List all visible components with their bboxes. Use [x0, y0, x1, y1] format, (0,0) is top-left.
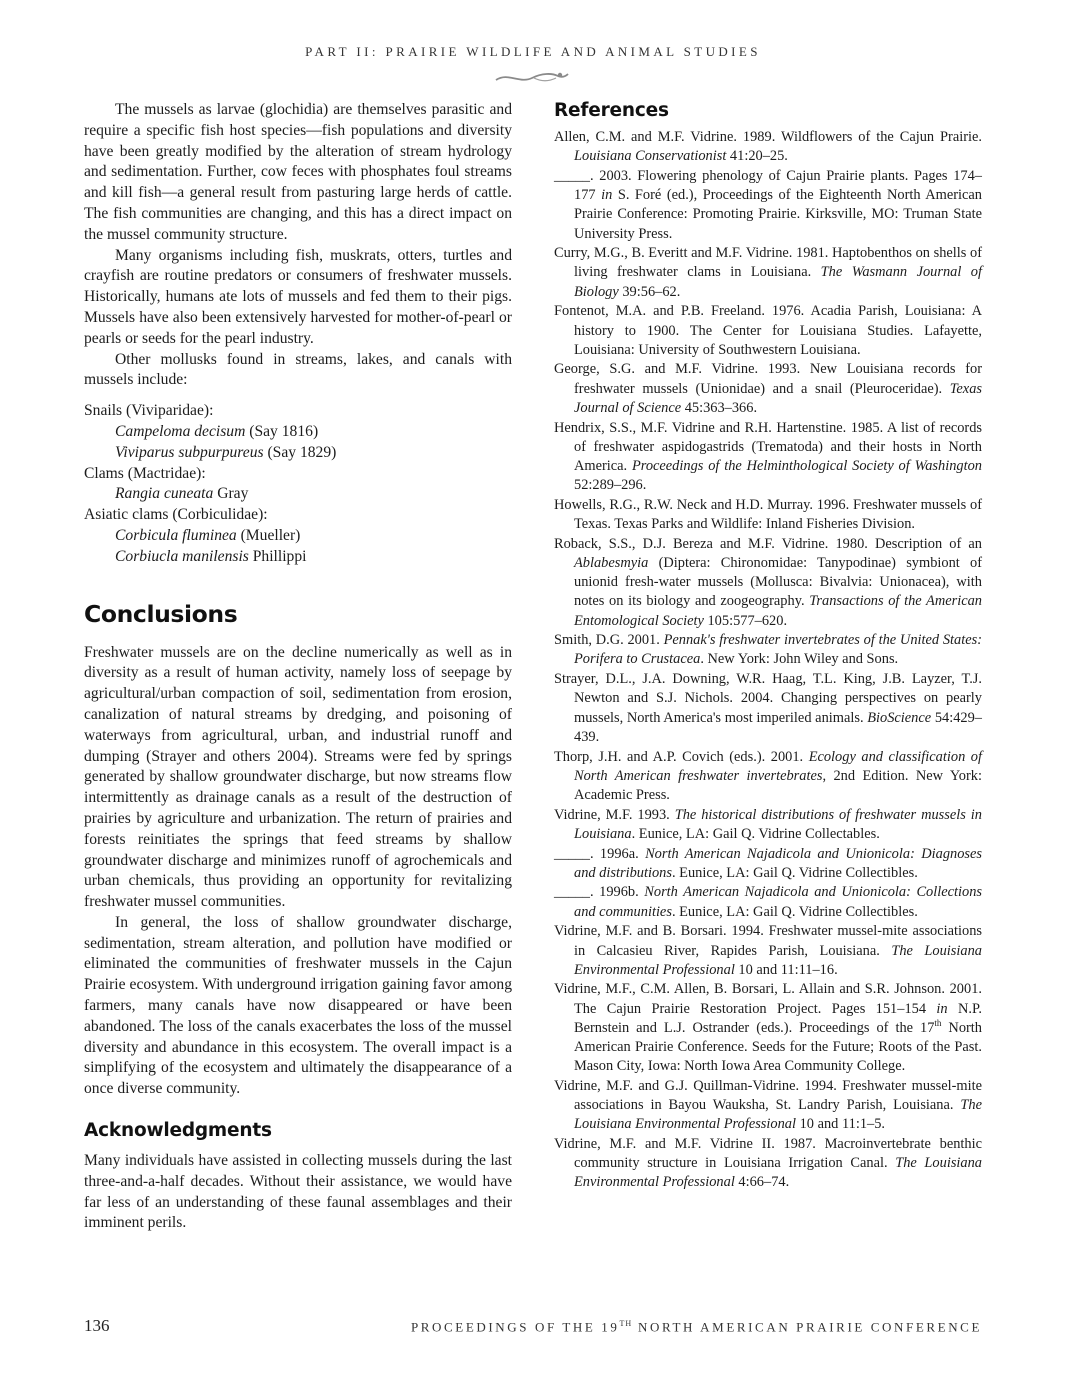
species-author: (Mueller)	[236, 526, 301, 544]
family-label: Clams (Mactridae):	[84, 464, 206, 482]
ref-text: Vidrine, M.F. and M.F. Vidrine II. 1987. Macroinvertebrate benthic community structure in Louisiana Irrigation Canal.	[554, 1136, 982, 1172]
reference-entry	[554, 167, 982, 244]
ref-text: Vidrine, M.F., C.M. Allen, B. Borsari, L. Allain and S.R. Johnson. 2001. The Cajun Prairie Restoration Project. Pages 151–154	[554, 981, 982, 1017]
ref-text: S. Foré (ed.), Proceedings of the Eighteenth North American Prairie Conference: Promoting Prairie. Kirksville, MO: Truman State University Press.	[574, 187, 983, 242]
ref-source: Louisiana Conservationist	[574, 148, 727, 165]
species-item	[115, 422, 512, 443]
ref-source: The historical distributions of freshwater mussels in Louisiana	[574, 806, 982, 842]
reference-entry	[554, 845, 982, 883]
ref-text: 10 and 11:11–16.	[734, 961, 838, 978]
ref-source: The Louisiana Environmental Professional	[574, 1097, 982, 1133]
reference-entry	[554, 419, 982, 496]
ref-text: 41:20–25.	[726, 148, 788, 165]
ref-source: North American Najadicola and Unionicola: Collections and communities	[574, 884, 983, 920]
species-name: Corbiucla manilensis	[115, 547, 249, 565]
conclusions-paragraph: In general, the loss of shallow groundwater discharge, sedimentation, stream alteration, and pollution have modified or eliminated the communities of freshwater mussels in the Cajun Prairie ecosystem. With underground irrigation gaining favor among farmers, many canals have now disappeared or have been abandoned. The loss of the canals exacerbates the loss of the mussel diversity and abundance in this ecosystem. The overall impact is a simplifying of the ecosystem and ultimately the disappearance of a once diverse community.	[84, 913, 512, 1098]
species-name: Campeloma decisum	[115, 422, 246, 440]
reference-entry	[554, 806, 982, 844]
ref-text: Vidrine, M.F. and B. Borsari. 1994. Freshwater mussel-mite associations in Calcasieu River, Rapides Parish, Louisiana.	[554, 923, 982, 959]
ref-text: 4:66–74.	[734, 1174, 790, 1191]
reference-entry: Fontenot, M.A. and P.B. Freeland. 1976. Acadia Parish, Louisiana: A history to 1900. The Center for Louisiana Studies. Lafayette, Louisiana: University of Southwestern Louisiana.	[554, 303, 982, 358]
ref-text: 52:289–296.	[574, 477, 647, 494]
reference-entry	[554, 980, 982, 1076]
species-item	[115, 547, 512, 568]
ref-source: The Louisiana Environmental Professional	[574, 942, 982, 978]
ref-text: 10 and 11:1–5.	[796, 1116, 885, 1133]
ref-source: North American Najadicola and Unionicola: Diagnoses and distributions	[574, 845, 982, 881]
ref-text: 39:56–62.	[618, 283, 681, 300]
ref-source: in	[936, 1000, 948, 1017]
ref-text: . Eunice, LA: Gail Q. Vidrine Collectibles.	[671, 864, 918, 881]
species-item	[115, 443, 512, 464]
species-name: Rangia cuneata	[115, 485, 214, 503]
running-head: PART II: PRAIRIE WILDLIFE AND ANIMAL STUDIES	[305, 44, 761, 59]
ref-text: _____. 1996a.	[554, 845, 646, 862]
running-foot-text: PROCEEDINGS OF THE 19	[410, 1319, 620, 1335]
family-label: Asiatic clams (Corbiculidae):	[84, 506, 268, 524]
ref-text: , 2nd Edition. New York: Academic Press.	[574, 767, 982, 803]
ref-text: Vidrine, M.F. and G.J. Quillman-Vidrine. 1994. Freshwater mussel-mite associations in Bayou Wauksha, St. Landry Parish, Louisiana.	[554, 1077, 982, 1114]
ref-text: 45:363–366.	[681, 399, 758, 416]
reference-entry	[554, 670, 982, 747]
reference-entry: Howells, R.G., R.W. Neck and H.D. Murray. 1996. Freshwater mussels of Texas. Texas Parks and Wildlife: Inland Fisheries Division.	[554, 496, 982, 533]
ref-text: 105:577–620.	[703, 612, 788, 629]
page-number: 136	[84, 1316, 110, 1335]
running-foot	[411, 1319, 982, 1335]
reference-entry	[554, 244, 982, 302]
ref-text: North American Prairie Conference. Seeds for the Future; Roots of the Past. Mason City, Iowa: North Iowa Area Community College.	[574, 1019, 982, 1075]
ref-text: . Eunice, LA: Gail Q. Vidrine Collectables.	[631, 825, 880, 842]
family-label: Snails (Viviparidae):	[84, 402, 214, 420]
ref-text: _____. 2003. Flowering phenology of Cajun Prairie plants. Pages 174–177	[554, 167, 982, 204]
body-paragraph: The mussels as larvae (glochidia) are themselves parasitic and require a specific fish host species—fish populations and diversity have been greatly modified by the alteration of stream hydrology and sedimentation. Further, cow feces with phosphates foul streams and kill fish—a general result from pasturing large herds of cattle. The fish communities are changing, and this has a direct impact on the mussel community structure.	[84, 101, 512, 243]
mollusk-list	[84, 401, 512, 567]
ref-source: Transactions of the American Entomological Society	[574, 593, 982, 629]
ref-text: Strayer, D.L., J.A. Downing, W.R. Haag, T.L. King, J.B. Layzer, T.J. Newton and S.J. Nichols. 2004. Changing perspectives on pearly mussels, North America's most imperiled animals.	[554, 671, 982, 726]
species-author: Gray	[213, 485, 249, 503]
body-paragraph: Other mollusks found in streams, lakes, and canals with mussels include:	[84, 350, 512, 389]
reference-entry	[554, 748, 982, 806]
ref-text: George, S.G. and M.F. Vidrine. 1993. New Louisiana records for freshwater mussels (Unionidae) and a snail (Pleuroceridae).	[554, 361, 982, 397]
reference-entry	[554, 883, 982, 921]
ref-source: Proceedings of the Helminthological Society of Washington	[631, 457, 983, 474]
species-name: Viviparus subpurpureus	[115, 443, 264, 461]
species-author: (Say 1816)	[245, 422, 319, 440]
ref-text: Allen, C.M. and M.F. Vidrine. 1989. Wildflowers of the Cajun Prairie.	[554, 129, 982, 145]
reference-entry	[554, 128, 982, 166]
ref-text: _____. 1996b.	[554, 884, 645, 901]
running-foot-superscript: TH	[619, 1319, 633, 1328]
conclusions-paragraph: Freshwater mussels are on the decline numerically as well as in diversity as a result of human activity, namely loss of seepage by agricultural/urban compaction of soil, sedimentation from erosion, canalization of natural streams by dredging, and poisoning of waterways from agricultural, urban, and industrial runoff and dumping (Strayer and others 2004). Streams were fed by springs generated by shallow groundwater discharge, but now streams flow intermittently as drainage canals as a result of the destruction of prairies by agriculture and urbanization. The return of prairies and forests reinitiates the springs that feed streams by shallow groundwater discharge and minimizes runoff of agrochemicals and urban chemicals, thus providing an opportunity for revitalizing freshwater mussel communities.	[84, 643, 512, 911]
ref-text: (Diptera: Chironomidae: Tanypodinae) symbiont of unionid fresh-water mussels (Mollusca: Bivalvia: Unionacea), with notes on its biology and zoogeography.	[574, 554, 982, 610]
reference-entry	[554, 922, 982, 980]
ref-taxon: Ablabesmyia	[574, 554, 649, 571]
ref-source: Pennak's freshwater invertebrates of the United States: Porifera to Crustacea	[574, 632, 983, 668]
right-column	[554, 100, 982, 1193]
ref-text: Hendrix, S.S., M.F. Vidrine and R.H. Hartenstine. 1985. A list of records of freshwater aspidogastrids (Trematoda) and their hosts in North America.	[554, 419, 982, 474]
acknowledgments-paragraph: Many individuals have assisted in collecting mussels during the last three-and-a-half decades. Without their assistance, we would have far less of an understanding of these faunal assemblages and their imminent perils.	[84, 1152, 512, 1232]
ref-source: in	[601, 187, 613, 204]
reference-entry	[554, 631, 982, 669]
references-heading: References	[554, 100, 669, 121]
reference-entry	[554, 1135, 982, 1193]
body-paragraph: Many organisms including fish, muskrats, otters, turtles and crayfish are routine predators or consumers of freshwater mussels. Historically, humans ate lots of mussels and fed them to their pigs. Mussels have also been extensively harvested for mother-of-pearl or pearls or seeds for the pearl industry.	[84, 246, 512, 347]
ref-source: Ecology and classification of North American freshwater invertebrates	[574, 748, 983, 784]
reference-entry	[554, 1077, 982, 1135]
ref-text: Roback, S.S., D.J. Bereza and M.F. Vidrine. 1980. Description of an	[554, 535, 982, 552]
running-foot-text: NORTH AMERICAN PRAIRIE CONFERENCE	[632, 1319, 982, 1335]
species-item	[115, 526, 512, 547]
ref-text: Curry, M.G., B. Everitt and M.F. Vidrine. 1981. Haptobenthos on shells of living freshwater clams in Louisiana.	[554, 245, 982, 281]
ref-superscript: th	[934, 1018, 942, 1029]
ref-source: The Louisiana Environmental Professional	[574, 1155, 983, 1191]
species-name: Corbicula fluminea	[115, 526, 237, 544]
ref-text: Smith, D.G. 2001.	[554, 632, 664, 649]
reference-entry	[554, 360, 982, 418]
species-author: (Say 1829)	[263, 443, 337, 461]
ref-text: . New York: John Wiley and Sons.	[700, 651, 899, 668]
reference-entry	[554, 535, 982, 631]
conclusions-heading: Conclusions	[84, 599, 238, 628]
ref-source: The Wasmann Journal of Biology	[574, 264, 982, 300]
ref-text: Thorp, J.H. and A.P. Covich (eds.). 2001.	[554, 748, 809, 765]
ornament-flourish-icon	[494, 70, 570, 86]
ref-text: . Eunice, LA: Gail Q. Vidrine Collectibles.	[671, 903, 918, 920]
ref-text: N.P. Bernstein and L.J. Ostrander (eds.). Proceedings of the 17	[574, 1000, 983, 1036]
left-column	[84, 100, 512, 1234]
ref-source: Texas Journal of Science	[574, 380, 982, 416]
ref-source: BioScience	[867, 709, 932, 726]
ref-text: Vidrine, M.F. 1993.	[554, 806, 675, 823]
species-item	[115, 484, 512, 505]
species-author: Phillippi	[248, 547, 307, 565]
acknowledgments-heading: Acknowledgments	[84, 1120, 272, 1142]
ref-text: 54:429–439.	[574, 709, 982, 745]
